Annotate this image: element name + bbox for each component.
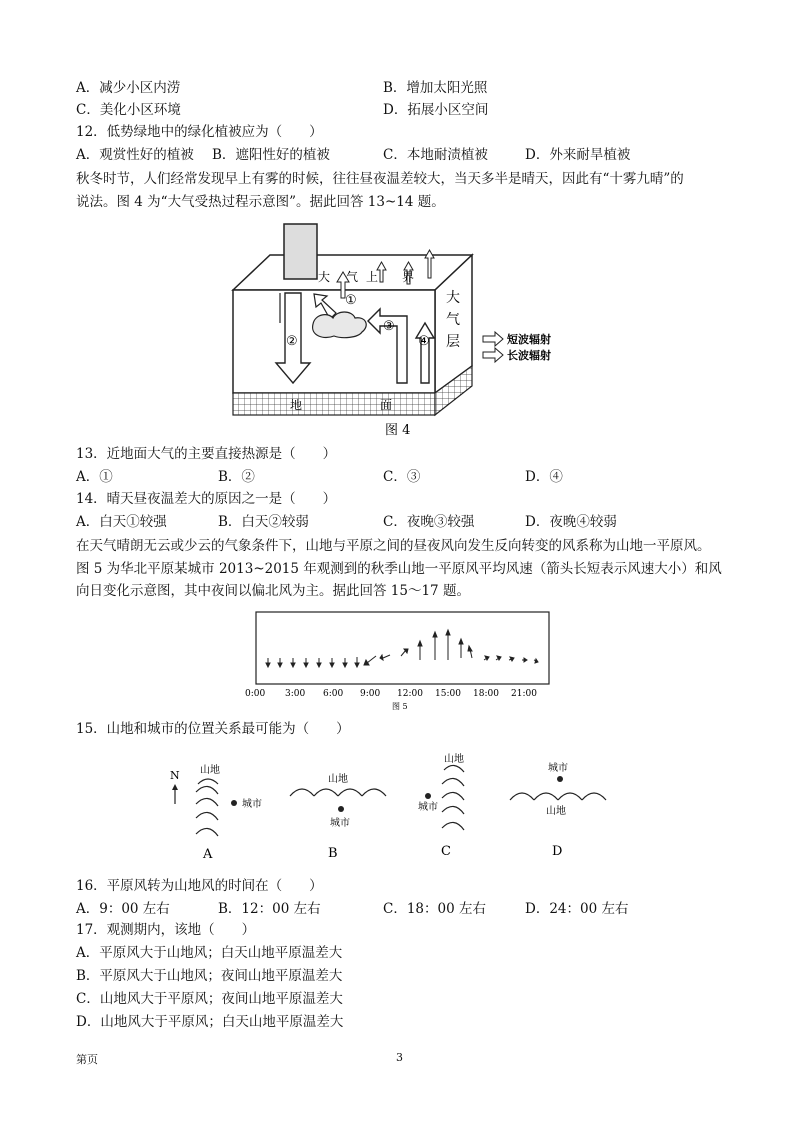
q16-option-d: D．24：00 左右: [525, 901, 629, 917]
footer-page-label: 第页: [76, 1053, 98, 1066]
q15-b-mountain-label: 山地: [328, 774, 348, 785]
q17-option-a: A．平原风大于山地风；白天山地平原温差大: [76, 945, 343, 961]
legend-long-wave-arrow-icon: [483, 348, 503, 362]
q15-a-city-dot: [231, 800, 237, 806]
q15-options-figure: [160, 748, 620, 866]
fig4-side-label-2: 气: [446, 312, 460, 328]
q13-option-c: C．③: [383, 469, 421, 485]
intro-15-17-line3: 向日变化示意图，其中夜间以偏北风为主。据此回答 15～17 题。: [76, 583, 470, 599]
fig4-side-label-3: 层: [446, 334, 460, 350]
q14-option-d: D．夜晚④较弱: [525, 514, 617, 530]
fig4-top-label-3: 上: [366, 270, 379, 284]
q13-stem: 13．近地面大气的主要直接热源是（ ）: [76, 446, 337, 462]
q14-option-a: A．白天①较强: [76, 514, 167, 530]
q13-option-b: B．②: [218, 469, 255, 485]
q15-c-city-dot: [425, 793, 431, 799]
q15-b-city-label: 城市: [330, 818, 350, 829]
q16-option-b: B．12：00 左右: [218, 901, 321, 917]
fig5-tick-3: 9:00: [360, 689, 381, 699]
fig5-tick-0: 0:00: [245, 689, 266, 699]
q17-stem: 17．观测期内，该地（ ）: [76, 922, 256, 938]
q15-c-city-label: 城市: [418, 802, 438, 813]
figure-4-atmosphere-heating-diagram: [220, 218, 560, 440]
fig4-top-label-1: 大: [318, 270, 331, 284]
q15-label-d: D: [552, 844, 563, 859]
fig4-number-2: ②: [286, 334, 298, 349]
q14-option-b: B．白天②较弱: [218, 514, 309, 530]
q17-option-b: B．平原风大于山地风；夜间山地平原温差大: [76, 968, 343, 984]
q11-option-c: C．美化小区环境: [76, 102, 181, 118]
q15-b-city-dot: [338, 806, 344, 812]
fig4-ground-label-2: 面: [380, 398, 393, 412]
q15-c-mountain-label: 山地: [444, 754, 464, 765]
q15-a-city-label: 城市: [242, 799, 262, 810]
fig5-caption: 图 5: [392, 702, 408, 711]
fig4-ground-label-1: 地: [290, 398, 303, 412]
q15-label-a: A: [203, 847, 213, 862]
legend-short-wave-arrow-icon: [483, 332, 503, 346]
fig5-plot-frame: [256, 612, 549, 684]
north-arrow-icon: [172, 784, 178, 790]
q16-option-a: A．9：00 左右: [76, 901, 170, 917]
q12-option-d: D．外来耐旱植被: [525, 147, 631, 163]
legend-short-wave-label: 短波辐射: [507, 333, 551, 346]
q11-option-a: A．减少小区内涝: [76, 80, 181, 96]
fig5-tick-5: 15:00: [435, 689, 461, 699]
q13-option-a: A．①: [76, 469, 113, 485]
intro-13-14-line1: 秋冬时节，人们经常发现早上有雾的时候，往往昼夜温差较大，当天多半是晴天，因此有“十雾九晴”的: [76, 171, 684, 187]
q12-stem: 12．低势绿地中的绿化植被应为（ ）: [76, 124, 323, 140]
q15-stem: 15．山地和城市的位置关系最可能为（ ）: [76, 721, 350, 737]
q15-a-mountain-label: 山地: [200, 765, 220, 776]
q12-option-c: C．本地耐渍植被: [383, 147, 488, 163]
fig4-side-label-1: 大: [446, 290, 460, 306]
fig5-tick-1: 3:00: [285, 689, 306, 699]
fig5-tick-6: 18:00: [473, 689, 499, 699]
fig4-top-label-4: 界: [402, 270, 415, 284]
q17-option-c: C．山地风大于平原风；夜间山地平原温差大: [76, 991, 343, 1007]
intro-13-14-line2: 说法。图 4 为“大气受热过程示意图”。据此回答 13~14 题。: [76, 194, 445, 210]
fig4-number-4: ④: [418, 334, 430, 349]
fig5-tick-4: 12:00: [397, 689, 423, 699]
legend-long-wave-label: 长波辐射: [507, 349, 551, 362]
fig4-number-1: ①: [345, 293, 357, 308]
fig4-caption: 图 4: [385, 423, 411, 438]
figure-5-wind-diagram: [240, 608, 560, 716]
fig4-top-label-2: 气: [346, 270, 359, 284]
fig5-tick-7: 21:00: [511, 689, 537, 699]
q15-d-city-label: 城市: [548, 763, 568, 774]
q15-d-mountain-label: 山地: [546, 806, 566, 817]
q17-option-d: D．山地风大于平原风；白天山地平原温差大: [76, 1014, 344, 1030]
q15-label-b: B: [328, 846, 338, 861]
q15-north-label: N: [170, 769, 180, 782]
q16-stem: 16．平原风转为山地风的时间在（ ）: [76, 878, 323, 894]
q13-option-d: D．④: [525, 469, 563, 485]
q15-label-c: C: [441, 844, 451, 859]
q16-option-c: C．18：00 左右: [383, 901, 486, 917]
fig5-tick-2: 6:00: [323, 689, 344, 699]
intro-15-17-line1: 在天气晴朗无云或少云的气象条件下，山地与平原之间的昼夜风向发生反向转变的风系称为山地一平原风。: [76, 538, 711, 554]
footer-page-number: 3: [396, 1051, 403, 1064]
fig4-number-3: ③: [383, 319, 395, 334]
q12-option-a: A．观赏性好的植被: [76, 147, 194, 163]
q14-option-c: C．夜晚③较强: [383, 514, 475, 530]
q11-option-d: D．拓展小区空间: [383, 102, 489, 118]
q12-option-b: B．遮阳性好的植被: [212, 147, 330, 163]
q14-stem: 14．晴天昼夜温差大的原因之一是（ ）: [76, 491, 337, 507]
q15-d-city-dot: [557, 776, 563, 782]
q11-option-b: B．增加太阳光照: [383, 80, 488, 96]
intro-15-17-line2: 图 5 为华北平原某城市 2013~2015 年观测到的秋季山地一平原风平均风速（箭头长短表示风速大小）和风: [76, 561, 722, 577]
